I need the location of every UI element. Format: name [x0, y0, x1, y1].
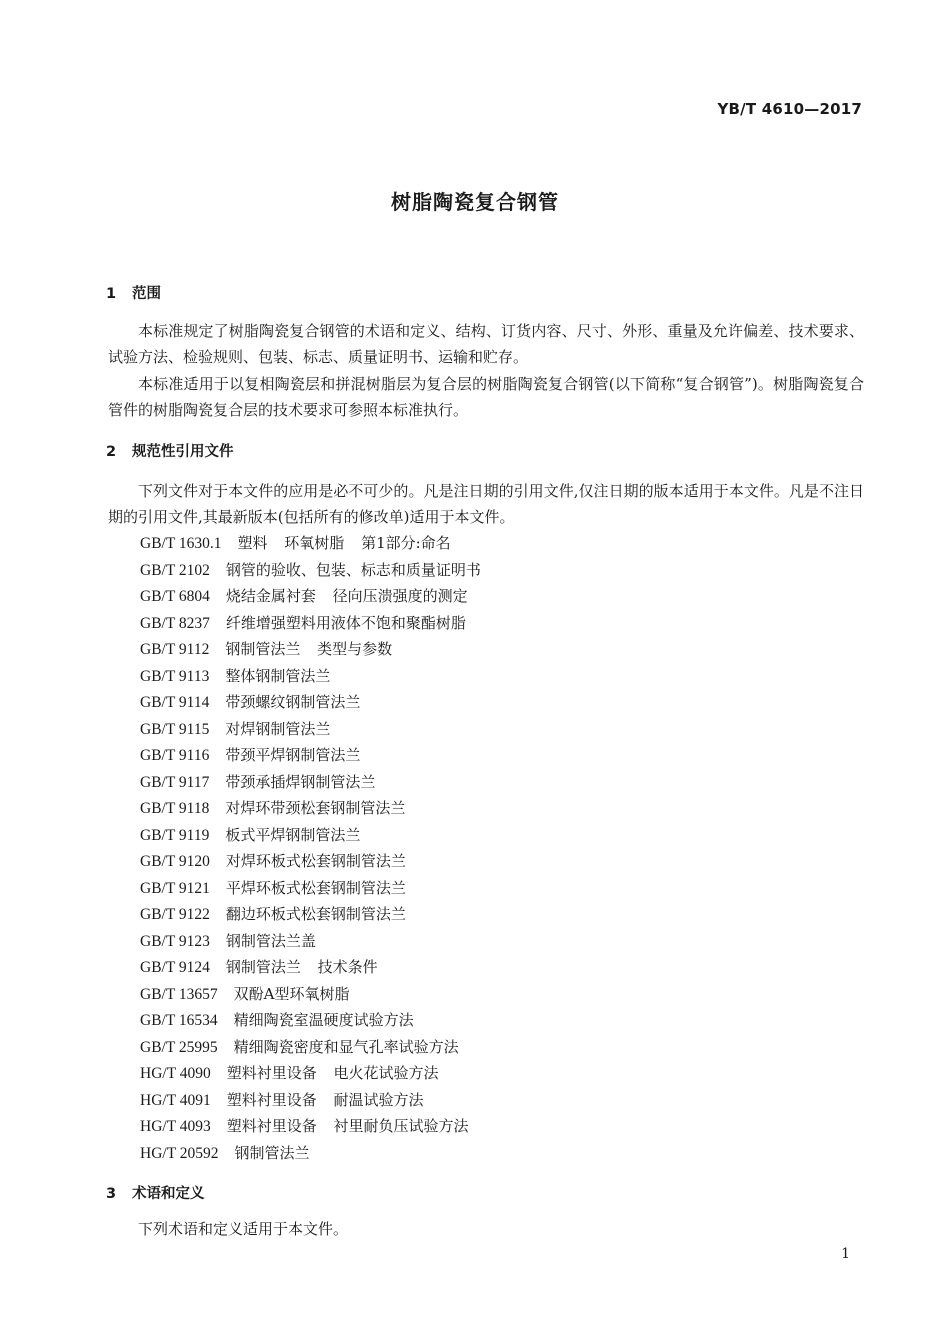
section-title: 范围: [132, 286, 161, 302]
reference-item: [140, 557, 481, 584]
reference-code: GB/T 2102: [140, 561, 210, 579]
reference-item: [140, 1140, 481, 1167]
reference-title: 塑料衬里设备 耐温试验方法: [226, 1090, 424, 1109]
reference-code: GB/T 9120: [140, 853, 210, 870]
reference-title: 板式平焊钢制管法兰: [225, 825, 361, 844]
scope-paragraph: 本标准适用于以复相陶瓷层和拼混树脂层为复合层的树脂陶瓷复合钢管(以下简称“复合钢管”)。树脂陶瓷复合管件的树脂陶瓷复合层的技术要求可参照本标准执行。: [108, 375, 864, 419]
reference-item: [140, 610, 481, 637]
reference-item: [140, 636, 481, 663]
standard-code: YB/T 4610—2017: [717, 100, 862, 118]
reference-title: 翻边环板式松套钢制管法兰: [225, 905, 406, 923]
reference-item: [140, 583, 481, 610]
reference-item: [140, 954, 481, 981]
reference-item: [140, 795, 481, 822]
reference-item: [140, 716, 481, 743]
reference-item: [140, 769, 481, 796]
terms-intro: 下列术语和定义适用于本文件。: [138, 1220, 349, 1238]
reference-title: 钢制管法兰 技术条件: [225, 958, 378, 976]
scope-paragraph: 本标准规定了树脂陶瓷复合钢管的术语和定义、结构、订货内容、尺寸、外形、重量及允许偏差、技术要求、试验方法、检验规则、包装、标志、质量证明书、运输和贮存。: [108, 322, 864, 366]
reference-title: 带颈承插焊钢制管法兰: [225, 772, 376, 791]
reference-code: HG/T 4091: [140, 1091, 211, 1109]
document-title: 树脂陶瓷复合钢管: [391, 190, 559, 214]
reference-code: GB/T 9118: [140, 800, 210, 817]
reference-code: GB/T 9113: [140, 667, 210, 685]
reference-code: GB/T 9119: [140, 826, 210, 844]
reference-item: [140, 1060, 481, 1087]
reference-code: GB/T 9115: [140, 720, 210, 738]
section-number: 1: [106, 286, 117, 302]
reference-title: 双酚A型环氧树脂: [233, 984, 350, 1003]
reference-title: 钢制管法兰: [234, 1143, 310, 1162]
reference-item: [140, 663, 481, 690]
reference-code: GB/T 9122: [140, 906, 210, 923]
reference-title: 对焊环带颈松套钢制管法兰: [225, 799, 406, 817]
reference-code: GB/T 9114: [140, 694, 210, 711]
reference-code: GB/T 6804: [140, 588, 210, 605]
reference-item: [140, 742, 481, 769]
reference-title: 塑料衬里设备 电火花试验方法: [226, 1064, 439, 1082]
reference-title: 精细陶瓷室温硬度试验方法: [233, 1011, 414, 1029]
reference-code: GB/T 9124: [140, 959, 210, 976]
reference-title: 带颈平焊钢制管法兰: [225, 746, 361, 764]
reference-item: [140, 1113, 481, 1140]
reference-title: 烧结金属衬套 径向压溃强度的测定: [225, 587, 468, 605]
reference-item: [140, 928, 481, 955]
reference-code: HG/T 4090: [140, 1065, 211, 1082]
reference-item: [140, 1087, 481, 1114]
reference-code: GB/T 13657: [140, 985, 218, 1003]
reference-item: [140, 875, 481, 902]
reference-title: 钢制管法兰盖: [225, 931, 316, 950]
section-number: 2: [106, 444, 117, 460]
reference-title: 带颈螺纹钢制管法兰: [225, 693, 361, 711]
normative-references-intro: 下列文件对于本文件的应用是必不可少的。凡是注日期的引用文件,仅注日期的版本适用于本文件。凡是不注日期的引用文件,其最新版本(包括所有的修改单)适用于本文件。: [108, 482, 864, 526]
section-heading-normative-references: [106, 440, 234, 461]
reference-item: [140, 822, 481, 849]
reference-title: 钢制管法兰 类型与参数: [225, 640, 393, 658]
reference-title: 对焊钢制管法兰: [225, 719, 331, 738]
reference-item: [140, 981, 481, 1008]
reference-code: HG/T 20592: [140, 1144, 219, 1162]
reference-code: GB/T 9116: [140, 747, 210, 764]
reference-item: [140, 1007, 481, 1034]
reference-title: 对焊环板式松套钢制管法兰: [225, 852, 406, 870]
reference-item: [140, 689, 481, 716]
reference-code: GB/T 9112: [140, 641, 210, 658]
reference-item: [140, 530, 481, 557]
page-number: 1: [841, 1246, 850, 1262]
section-number: 3: [106, 1186, 117, 1202]
reference-code: GB/T 16534: [140, 1012, 218, 1029]
reference-code: GB/T 9121: [140, 879, 210, 897]
reference-title: 平焊环板式松套钢制管法兰: [225, 878, 406, 897]
reference-title: 纤维增强塑料用液体不饱和聚酯树脂: [225, 613, 466, 632]
reference-title: 钢管的验收、包装、标志和质量证明书: [225, 560, 481, 579]
reference-code: GB/T 25995: [140, 1038, 218, 1056]
reference-code: GB/T 1630.1: [140, 535, 222, 552]
reference-item: [140, 1034, 481, 1061]
reference-list: [140, 530, 481, 1166]
reference-title: 塑料 环氧树脂 第1部分:命名: [237, 534, 451, 552]
reference-code: HG/T 4093: [140, 1118, 211, 1135]
reference-title: 塑料衬里设备 衬里耐负压试验方法: [226, 1117, 469, 1135]
reference-code: GB/T 8237: [140, 614, 210, 632]
reference-code: GB/T 9117: [140, 773, 210, 791]
reference-title: 整体钢制管法兰: [225, 666, 331, 685]
section-heading-terms-and-definitions: [106, 1182, 205, 1203]
reference-item: [140, 848, 481, 875]
section-title: 规范性引用文件: [132, 444, 234, 460]
section-title: 术语和定义: [132, 1186, 205, 1202]
reference-item: [140, 901, 481, 928]
reference-title: 精细陶瓷密度和显气孔率试验方法: [233, 1037, 459, 1056]
section-heading-scope: [106, 282, 161, 303]
reference-code: GB/T 9123: [140, 932, 210, 950]
